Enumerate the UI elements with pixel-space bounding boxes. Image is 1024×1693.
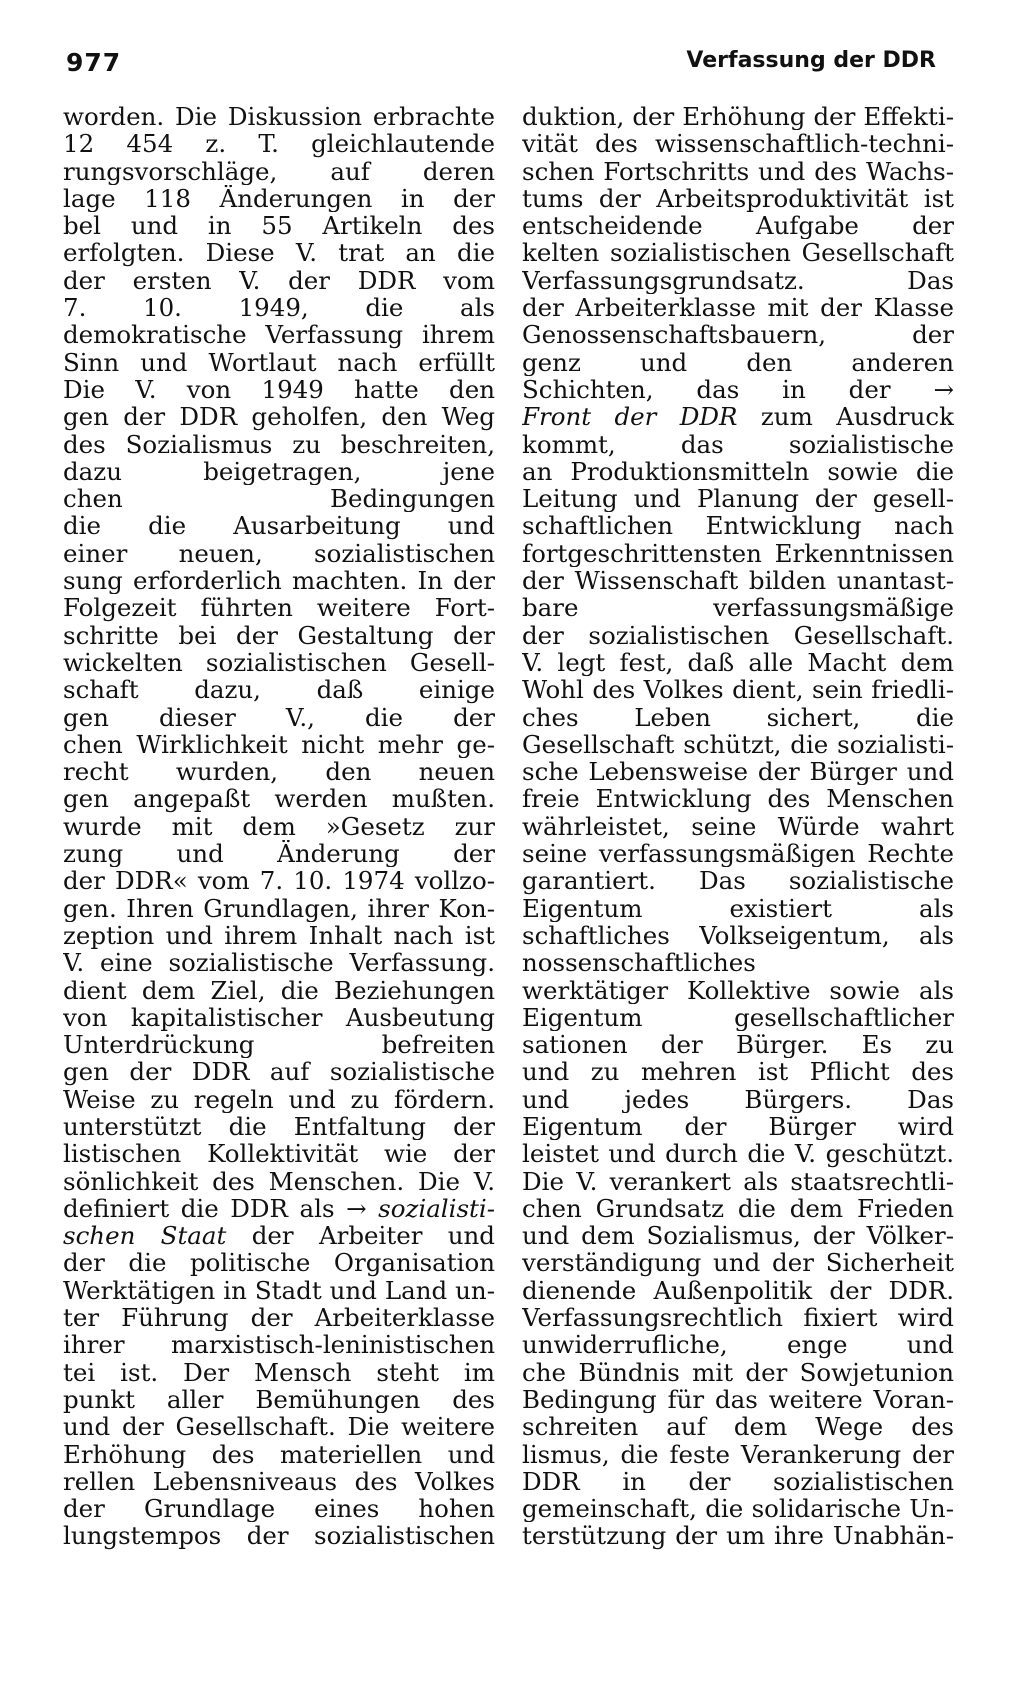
crossref-arrow-icon: → <box>346 1194 367 1223</box>
text-line: der DDR« vom 7. 10. 1974 vollzo- <box>63 867 495 895</box>
text-line: wurde mit dem »Gesetz zur <box>63 812 495 841</box>
text-line: bare verfassungsmäßige <box>522 594 954 622</box>
text-line: zung und Änderung der <box>63 840 495 868</box>
page-number: 977 <box>66 48 122 77</box>
text-line: und der Gesellschaft. Die weitere <box>63 1413 495 1441</box>
text-line: Erhöhung des materiellen und <box>63 1440 495 1468</box>
text-line: kommt, das sozialistische <box>522 430 954 458</box>
text-line: Unterdrückung befreiten <box>63 1031 495 1059</box>
text-line: genz und den anderen <box>522 348 954 376</box>
text-line: freie Entwicklung des Menschen <box>522 785 954 813</box>
crossref-link[interactable]: schen Staat <box>63 1222 227 1250</box>
text-line: entscheidende Aufgabe der <box>522 212 954 240</box>
text-line: gen. Ihren Grundlagen, ihrer Kon- <box>63 894 495 922</box>
text-segment: Schichten, das in der <box>522 375 891 404</box>
crossref-arrow-icon: → <box>933 375 954 404</box>
text-line: duktion, der Erhöhung der Effekti- <box>522 103 954 131</box>
text-line: demokratische Verfassung ihrem <box>63 321 495 349</box>
text-line: sationen der Bürger. Es zu <box>522 1031 954 1059</box>
crossref-link[interactable]: Front der DDR <box>522 403 738 431</box>
text-line: rellen Lebensniveaus des Volkes <box>63 1467 495 1496</box>
text-line: an Produktionsmitteln sowie die <box>522 457 954 486</box>
text-line: schaftlichen Entwicklung nach <box>522 512 954 540</box>
text-line: kelten sozialistischen Gesellschaft <box>522 239 954 267</box>
text-line: Verfassungsrechtlich fixiert wird <box>522 1304 954 1332</box>
text-line: Werktätigen in Stadt und Land un- <box>63 1276 495 1305</box>
text-line: V. eine sozialistische Verfassung. <box>63 949 495 977</box>
text-line: ihrer marxistisch-leninistischen <box>63 1331 495 1359</box>
text-line: rungsvorschläge, auf deren <box>63 157 495 185</box>
text-segment: definiert die DDR als <box>63 1194 335 1223</box>
text-line: fortgeschrittensten Erkenntnissen <box>522 539 954 568</box>
text-line: Wohl des Volkes dient, sein friedli- <box>522 676 954 704</box>
text-line: schaft dazu, daß einige <box>63 676 495 704</box>
text-line: und zu mehren ist Pflicht des <box>522 1058 954 1086</box>
text-line: gen dieser V., die der <box>63 703 495 731</box>
text-line: 7. 10. 1949, die als <box>63 294 495 322</box>
text-line: dient dem Ziel, die Beziehungen <box>63 976 495 1004</box>
text-line: ter Führung der Arbeiterklasse <box>63 1304 495 1332</box>
text-line: der Grundlage eines hohen <box>63 1495 495 1523</box>
text-line: schreiten auf dem Wege des <box>522 1413 954 1441</box>
text-line: Eigentum gesellschaftlicher <box>522 1003 954 1032</box>
text-line: wickelten sozialistischen Gesell- <box>63 648 495 677</box>
text-line: Weise zu regeln und zu fördern. <box>63 1085 495 1113</box>
text-line: Leitung und Planung der gesell- <box>522 485 954 513</box>
text-line: unterstützt die Entfaltung der <box>63 1112 495 1141</box>
text-line: gen der DDR geholfen, den Weg <box>63 403 495 431</box>
text-line: zeption und ihrem Inhalt nach ist <box>63 921 495 950</box>
text-line: bel und in 55 Artikeln des <box>63 212 495 240</box>
left-column <box>63 103 495 1550</box>
text-line: worden. Die Diskussion erbrachte <box>63 103 495 131</box>
text-line: 12 454 z. T. gleichlautende <box>63 130 495 158</box>
text-segment: zum Ausdruck <box>760 403 954 431</box>
text-line: einer neuen, sozialistischen <box>63 539 495 568</box>
text-line-with-crossref <box>63 1195 495 1222</box>
text-line: gemeinschaft, die solidarische Un- <box>522 1495 954 1523</box>
text-line: seine verfassungsmäßigen Rechte <box>522 840 954 868</box>
text-line: des Sozialismus zu beschreiten, <box>63 430 495 458</box>
text-line-with-crossref <box>522 376 954 403</box>
text-line-with-crossref <box>522 403 954 430</box>
text-line: Eigentum der Bürger wird <box>522 1112 954 1141</box>
text-line: sönlichkeit des Menschen. Die V. <box>63 1167 495 1195</box>
text-line: Genossenschaftsbauern, der <box>522 321 954 349</box>
right-column <box>522 103 954 1550</box>
running-head: Verfassung der DDR <box>686 48 936 73</box>
text-line: sche Lebensweise der Bürger und <box>522 758 954 786</box>
text-line: und dem Sozialismus, der Völker- <box>522 1222 954 1250</box>
text-line: Die V. verankert als staatsrechtli- <box>522 1167 954 1195</box>
text-line: chen Wirklichkeit nicht mehr ge- <box>63 730 495 759</box>
text-line: tei ist. Der Mensch steht im <box>63 1358 495 1386</box>
text-line: tums der Arbeitsproduktivität ist <box>522 184 954 213</box>
text-line: Verfassungsgrundsatz. Das <box>522 266 954 295</box>
text-line: vität des wissenschaftlich-techni- <box>522 130 954 158</box>
text-line: lungstempos der sozialistischen <box>63 1522 495 1550</box>
text-line: recht wurden, den neuen <box>63 758 495 786</box>
text-line: der ersten V. der DDR vom <box>63 266 495 295</box>
text-line-with-crossref <box>63 1222 495 1249</box>
text-line: Folgezeit führten weitere Fort- <box>63 594 495 622</box>
text-line: Sinn und Wortlaut nach erfüllt <box>63 348 495 376</box>
text-line: Eigentum existiert als <box>522 894 954 922</box>
text-line: chen Grundsatz die dem Frieden <box>522 1194 954 1223</box>
text-line: V. legt fest, daß alle Macht dem <box>522 648 954 677</box>
text-line: sung erforderlich machten. In der <box>63 567 495 595</box>
text-line: der Wissenschaft bilden unantast- <box>522 567 954 595</box>
text-segment: der Arbeiter und <box>251 1222 495 1250</box>
text-line: punkt aller Bemühungen des <box>63 1385 495 1414</box>
text-line: dazu beigetragen, jene <box>63 457 495 486</box>
text-line: terstützung der um ihre Unabhän- <box>522 1522 954 1550</box>
text-line: und jedes Bürgers. Das <box>522 1085 954 1113</box>
text-line: garantiert. Das sozialistische <box>522 867 954 895</box>
text-line: gen der DDR auf sozialistische <box>63 1058 495 1086</box>
text-line: die die Ausarbeitung und <box>63 512 495 540</box>
text-line: gen angepaßt werden mußten. <box>63 785 495 813</box>
text-line: schen Fortschritts und des Wachs- <box>522 157 954 185</box>
text-line: listischen Kollektivität wie der <box>63 1140 495 1168</box>
text-line: dienende Außenpolitik der DDR. <box>522 1276 954 1305</box>
text-line: werktätiger Kollektive sowie als <box>522 976 954 1004</box>
text-line: DDR in der sozialistischen <box>522 1467 954 1496</box>
text-line: Gesellschaft schützt, die sozialisti- <box>522 730 954 759</box>
text-line: leistet und durch die V. geschützt. <box>522 1140 954 1168</box>
text-line: der Arbeiterklasse mit der Klasse <box>522 294 954 322</box>
text-line: lage 118 Änderungen in der <box>63 184 495 213</box>
text-line: nossenschaftliches <box>522 949 756 977</box>
text-line: che Bündnis mit der Sowjetunion <box>522 1358 954 1386</box>
text-line: lismus, die feste Verankerung der <box>522 1440 954 1468</box>
text-line: schritte bei der Gestaltung der <box>63 621 495 649</box>
text-line: währleistet, seine Würde wahrt <box>522 812 954 841</box>
text-line: der sozialistischen Gesellschaft. <box>522 621 954 649</box>
text-line: der die politische Organisation <box>63 1249 495 1277</box>
text-line: schaftliches Volkseigentum, als <box>522 921 954 950</box>
text-line: ches Leben sichert, die <box>522 703 954 731</box>
text-line: Bedingung für das weitere Voran- <box>522 1385 954 1414</box>
text-line: verständigung und der Sicherheit <box>522 1249 954 1277</box>
crossref-link[interactable]: sozialisti- <box>378 1194 495 1223</box>
text-line: unwiderrufliche, enge und <box>522 1331 954 1359</box>
text-line: Die V. von 1949 hatte den <box>63 375 495 404</box>
text-line: von kapitalistischer Ausbeutung <box>63 1003 495 1032</box>
text-line: erfolgten. Diese V. trat an die <box>63 239 495 267</box>
text-line: chen Bedingungen <box>63 485 495 513</box>
